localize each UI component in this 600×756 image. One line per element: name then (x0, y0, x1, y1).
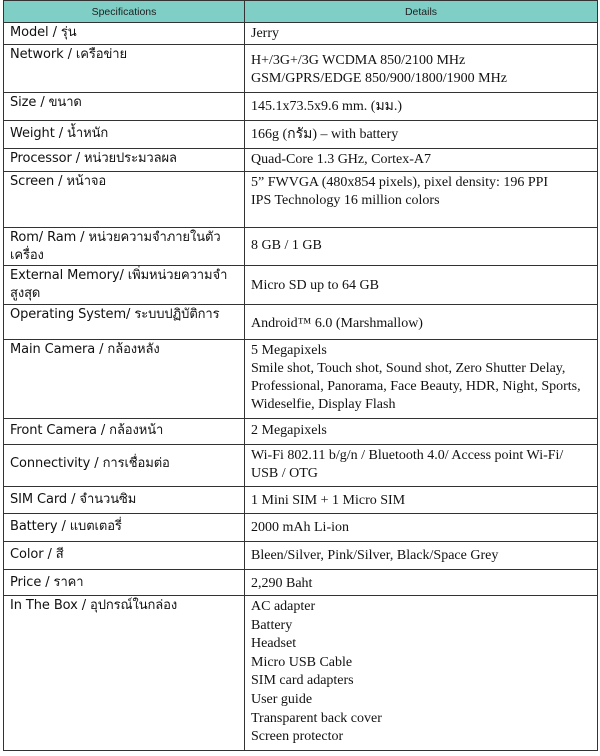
spec-value-line: Jerry (251, 26, 279, 41)
spec-value-line: User guide (251, 691, 313, 707)
spec-value-line: 2 Megapixels (251, 423, 327, 438)
spec-value-line: AC adapter (251, 599, 316, 614)
spec-label: Network / เครือข่าย (4, 45, 245, 93)
spec-value-line: Bleen/Silver, Pink/Silver, Black/Space Grey (251, 548, 499, 563)
spec-value-line: GSM/GPRS/EDGE 850/900/1800/1900 MHz (251, 71, 507, 86)
table-row (4, 596, 598, 751)
spec-label: External Memory/ เพิ่มหน่วยความจำสูงสุด (4, 266, 245, 305)
table-row (4, 514, 598, 542)
spec-value (245, 542, 598, 570)
table-row (4, 445, 598, 487)
spec-value (245, 570, 598, 596)
table-row (4, 228, 598, 266)
spec-value-line: Battery (251, 617, 293, 633)
spec-value-line: Screen protector (251, 729, 344, 745)
specifications-table (3, 0, 598, 751)
spec-value-line: Micro SD up to 64 GB (251, 278, 379, 293)
spec-label: Battery / แบตเตอรี่ (4, 514, 245, 542)
spec-value-line: 166g (กรัม) – with battery (251, 127, 399, 142)
spec-label: SIM Card / จำนวนซิม (4, 487, 245, 514)
spec-value (245, 149, 598, 172)
table-row (4, 266, 598, 305)
spec-label: Model / รุ่น (4, 23, 245, 45)
spec-label: Operating System/ ระบบปฏิบัติการ (4, 305, 245, 340)
spec-value (245, 45, 598, 93)
spec-value (245, 23, 598, 45)
spec-value-line: 5” FWVGA (480x854 pixels), pixel density: 196 PPI (251, 175, 549, 190)
header-specifications: Specifications (4, 1, 245, 23)
spec-value-line: Smile shot, Touch shot, Sound shot, Zero Shutter Delay, Professional, Panorama, Face Beauty, HDR, Night, Sports, Wideselfie, Display Flash (251, 361, 581, 412)
table-row (4, 305, 598, 340)
spec-value (245, 445, 598, 487)
table-row (4, 487, 598, 514)
spec-value-line: Headset (251, 636, 297, 652)
spec-label: Connectivity / การเชื่อมต่อ (4, 445, 245, 487)
spec-value (245, 487, 598, 514)
table-row (4, 419, 598, 445)
table-row (4, 340, 598, 419)
table-row (4, 542, 598, 570)
spec-value-line: Transparent back cover (251, 710, 382, 726)
spec-value-line: 5 Megapixels (251, 343, 327, 358)
spec-value-line: 2,290 Baht (251, 576, 313, 591)
table-row (4, 23, 598, 45)
spec-label: Color / สี (4, 542, 245, 570)
table-row (4, 570, 598, 596)
spec-value-line: 2000 mAh Li-ion (251, 520, 349, 535)
spec-label: Front Camera / กล้องหน้า (4, 419, 245, 445)
spec-value-line: Android™ 6.0 (Marshmallow) (251, 316, 423, 331)
spec-value-line: Wi-Fi 802.11 b/g/n / Bluetooth 4.0/ Access point Wi-Fi/ USB / OTG (251, 448, 564, 481)
spec-value (245, 172, 598, 228)
spec-label: Rom/ Ram / หน่วยความจำภายในตัวเครื่อง (4, 228, 245, 266)
spec-value-line: Micro USB Cable (251, 654, 353, 670)
spec-value-line: 8 GB / 1 GB (251, 238, 322, 253)
spec-label: Main Camera / กล้องหลัง (4, 340, 245, 419)
spec-value (245, 93, 598, 121)
spec-value (245, 266, 598, 305)
table-header-row (4, 1, 598, 23)
table-row (4, 45, 598, 93)
spec-label: Processor / หน่วยประมวลผล (4, 149, 245, 172)
table-row (4, 149, 598, 172)
spec-value-line: Quad-Core 1.3 GHz, Cortex-A7 (251, 152, 432, 167)
header-details: Details (245, 1, 598, 23)
spec-value (245, 121, 598, 149)
table-row (4, 172, 598, 228)
spec-label: Weight / น้ำหนัก (4, 121, 245, 149)
spec-value (245, 596, 598, 751)
spec-value-line: 1 Mini SIM + 1 Micro SIM (251, 493, 406, 508)
spec-value (245, 419, 598, 445)
table-row (4, 121, 598, 149)
spec-value-line: SIM card adapters (251, 673, 354, 689)
spec-label: Screen / หน้าจอ (4, 172, 245, 228)
spec-value-line: IPS Technology 16 million colors (251, 193, 440, 208)
spec-value (245, 305, 598, 340)
spec-value-line: 145.1x73.5x9.6 mm. (มม.) (251, 99, 403, 114)
spec-value (245, 340, 598, 419)
spec-label: In The Box / อุปกรณ์ในกล่อง (4, 596, 245, 751)
spec-value (245, 228, 598, 266)
table-row (4, 93, 598, 121)
spec-value-line: H+/3G+/3G WCDMA 850/2100 MHz (251, 53, 466, 68)
spec-label: Price / ราคา (4, 570, 245, 596)
spec-value (245, 514, 598, 542)
spec-label: Size / ขนาด (4, 93, 245, 121)
